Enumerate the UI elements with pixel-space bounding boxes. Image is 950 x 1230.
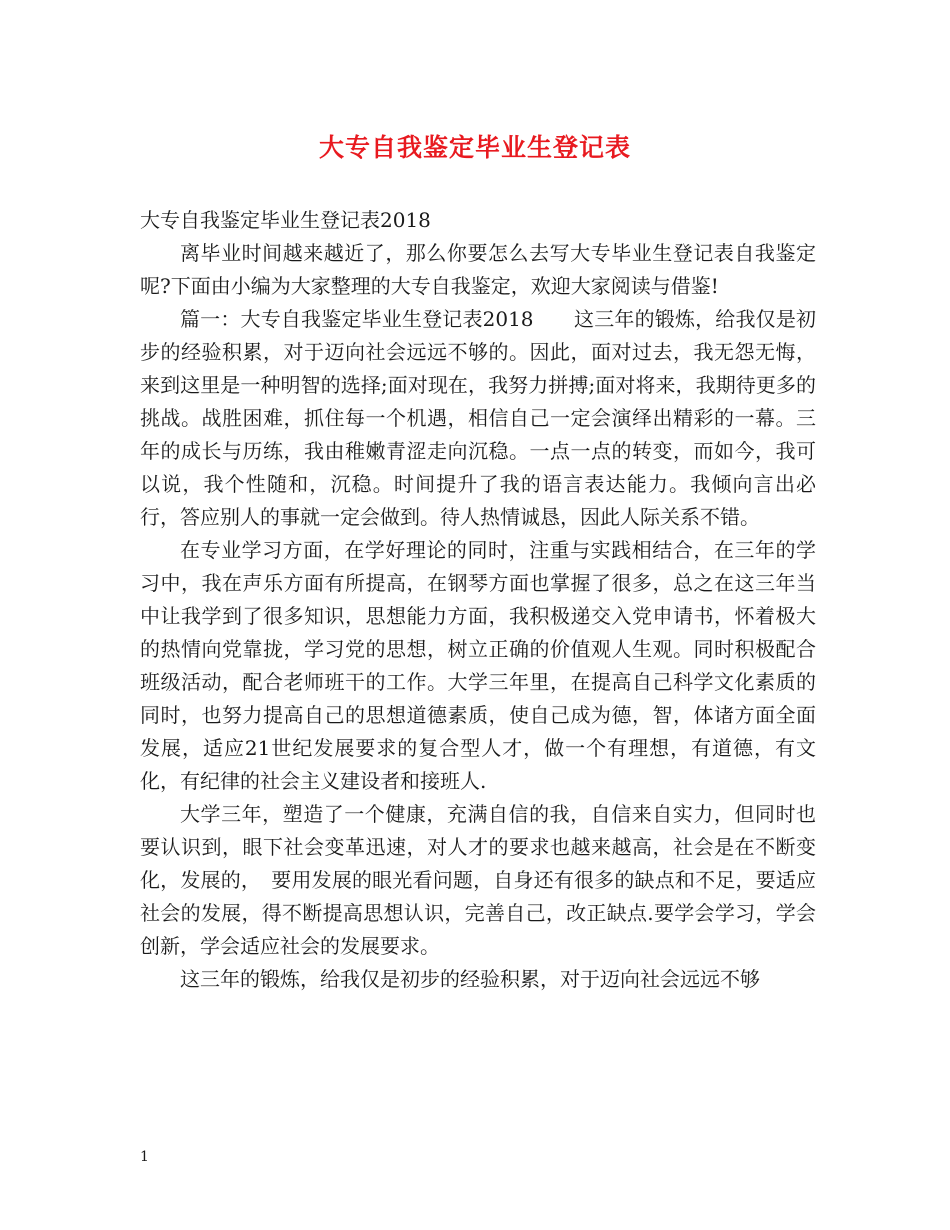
paragraph-growth: 大学三年，塑造了一个健康，充满自信的我，自信来自实力，但同时也要认识到，眼下社会变革迅速，对人才的要求也越来越高，社会是在不断变化，发展的， 要用发展的眼光看问题，自身还有很多的缺点和不足，要适应社会的发展，得不断提高思想认识，完善自己，改正缺点.要学会学习，学会创新，学会适应社会的发展要求。 xyxy=(140,802,816,958)
paragraph-study: 在专业学习方面，在学好理论的同时，注重与实践相结合，在三年的学习中，我在声乐方面有所提高，在钢琴方面也掌握了很多，总之在这三年当中让我学到了很多知识，思想能力方面，我积极递交入党申请书，怀着极大的热情向党靠拢，学习党的思想，树立正确的价值观人生观。同时积极配合班级活动，配合老师班干的工作。大学三年里，在提高自己科学文化素质的同时，也努力提高自己的思想道德素质，使自己成为德，智，体诸方面全面发展，适应21世纪发展要求的复合型人才，做一个有理想，有道德，有文化，有纪律的社会主义建设者和接班人. xyxy=(140,538,816,793)
document-title: 大专自我鉴定毕业生登记表 xyxy=(318,133,631,162)
document-subtitle: 大专自我鉴定毕业生登记表2018 xyxy=(140,208,431,232)
paragraph-continued: 这三年的锻炼，给我仅是初步的经验积累，对于迈向社会远远不够 xyxy=(180,967,760,991)
page-number: 1 xyxy=(140,1149,149,1165)
document-body xyxy=(140,204,816,996)
paragraph-part-one: 篇一：大专自我鉴定毕业生登记表2018 这三年的锻炼，给我仅是初步的经验积累，对于迈向社会远远不够的。因此，面对过去，我无怨无悔，来到这里是一种明智的选择;面对现在，我努力拼搏;面对将来，我期待更多的挑战。战胜困难，抓住每一个机遇，相信自己一定会演绎出精彩的一幕。三年的成长与历练，我由稚嫩青涩走向沉稳。一点一点的转变，而如今，我可以说，我个性随和，沉稳。时间提升了我的语言表达能力。我倾向言出必行，答应别人的事就一定会做到。待人热情诚恳，因此人际关系不错。 xyxy=(140,307,816,529)
paragraph-intro: 离毕业时间越来越近了，那么你要怎么去写大专毕业生登记表自我鉴定呢?下面由小编为大家整理的大专自我鉴定，欢迎大家阅读与借鉴! xyxy=(140,241,816,298)
